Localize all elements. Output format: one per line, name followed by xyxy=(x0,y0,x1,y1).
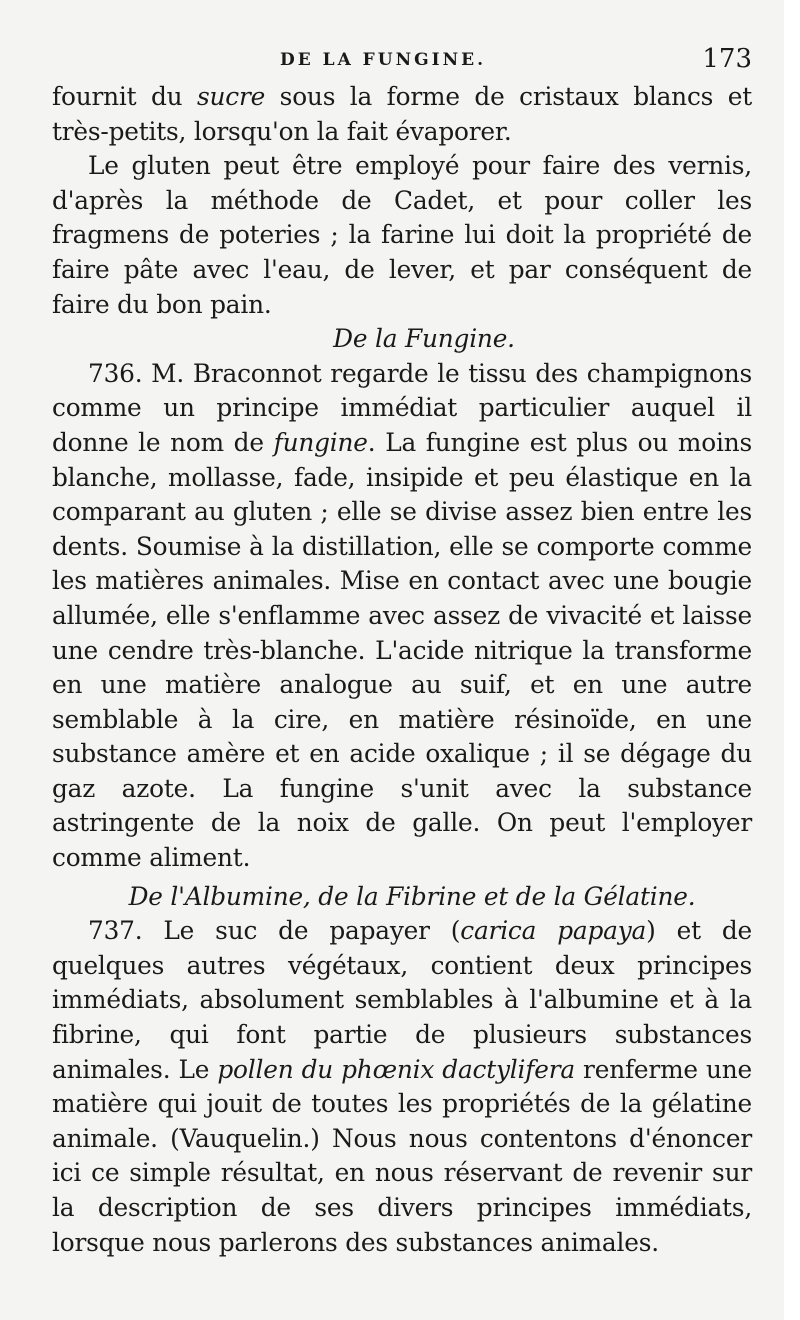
italic-term: carica papaya xyxy=(460,916,647,946)
italic-term: fungine xyxy=(273,427,368,457)
italic-term: pollen du phœnix dactylifera xyxy=(217,1054,575,1084)
section-heading-fungine: De la Fungine. xyxy=(333,324,515,354)
paragraph-sugar: fournit du sucre sous la forme de cristaux blancs et très-petits, lorsqu'on la fait évaporer. xyxy=(52,82,752,146)
section-heading-albumine: De l'Albumine, de la Fibrine et de la Gélatine. xyxy=(128,881,696,911)
italic-term: sucre xyxy=(196,82,266,111)
page-number: 173 xyxy=(702,44,752,74)
running-head-title: DE LA FUNGINE. xyxy=(280,50,486,70)
page-edge xyxy=(784,0,800,1320)
paragraph-736: 736. M. Braconnot regarde le tissu des champignons comme un principe immédiat particulier auquel il donne le nom de fungine. La fungine est plus ou moins blanche, mollasse, fade, insipide et peu élastique en la comparant au gluten ; elle se divise assez bien entre les dents. Soumise à la distillation, elle se comporte comme les matières animales. Mise en contact avec une bougie allumée, elle s'enflamme avec assez de vivacité et laisse une cendre très-blanche. L'acide nitrique la transforme en une matière analogue au suif, et en une autre semblable à la cire, en matière résinoïde, en une substance amère et en acide oxalique ; il se dégage du gaz azote. La fungine s'unit avec la substance astringente de la noix de galle. On peut l'employer comme aliment. xyxy=(52,358,752,873)
body-text xyxy=(52,80,752,1260)
running-head xyxy=(52,44,752,82)
paragraph-737: 737. Le suc de papayer (carica papaya) et de quelques autres végétaux, contient deux principes immédiats, absolument semblables à l'albumine et à la fibrine, qui font partie de plusieurs substances animales. Le pollen du phœnix dactylifera renferme une matière qui jouit de toutes les propriétés de la gélatine animale. (Vauquelin.) Nous nous contentons d'énoncer ici ce simple résultat, en nous réservant de revenir sur la description de ses divers principes immédiats, lorsque nous parlerons des substances animales. xyxy=(52,916,752,1257)
paragraph-gluten: Le gluten peut être employé pour faire des vernis, d'après la méthode de Cadet, et pour coller les fragmens de poteries ; la farine lui doit la propriété de faire pâte avec l'eau, de lever, et par conséquent de faire du bon pain. xyxy=(52,151,752,319)
